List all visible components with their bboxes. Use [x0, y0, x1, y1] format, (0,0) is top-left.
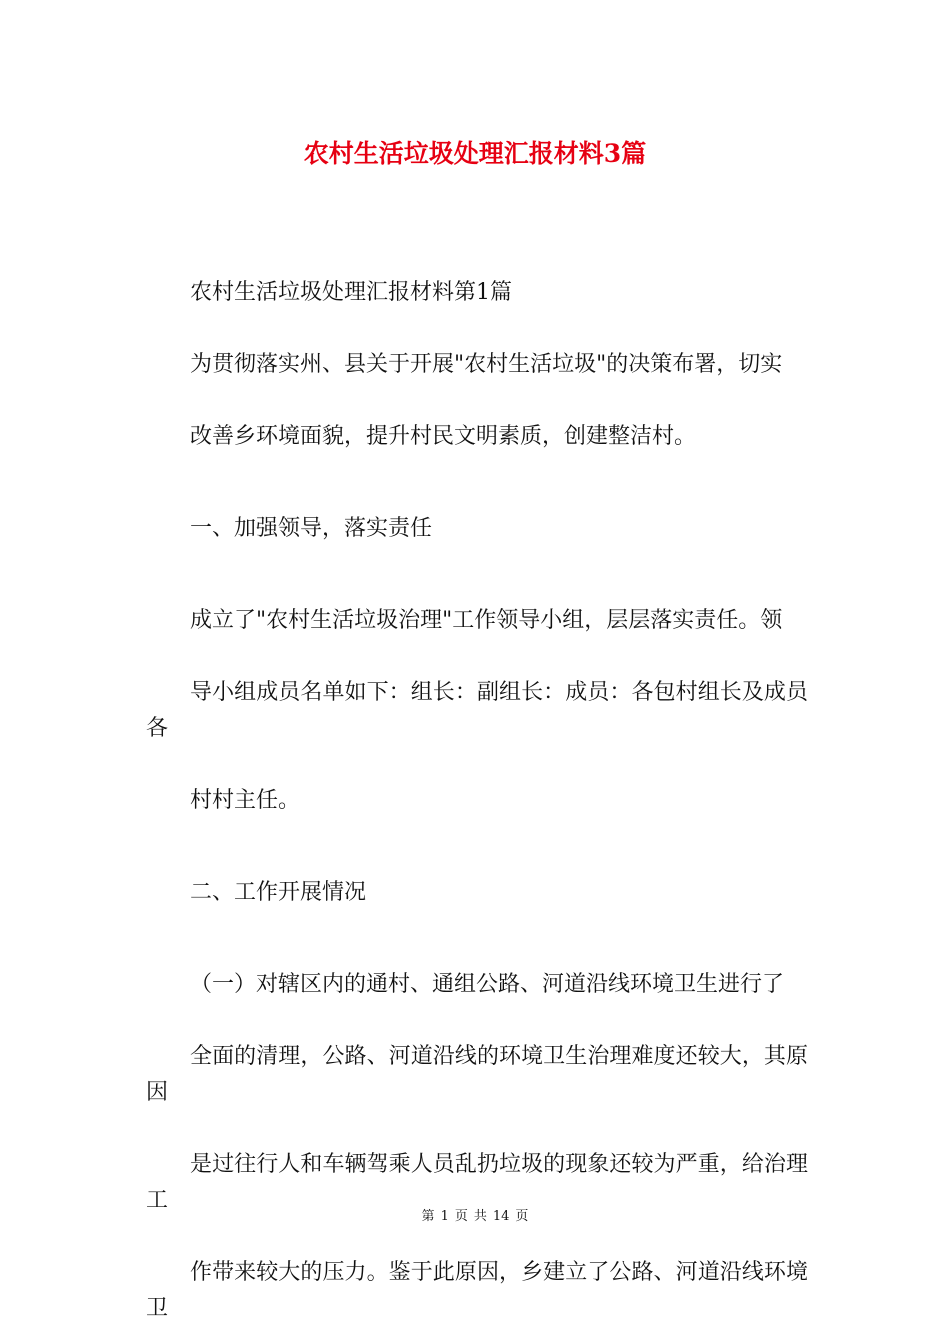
paragraph-roads-rivers — [146, 911, 808, 1327]
paragraph-intro — [146, 311, 808, 455]
text-line: 全面的清理，公路、河道沿线的环境卫生治理难度还较大，其原因 — [146, 1044, 808, 1105]
footer-label-total: 共 — [473, 1209, 487, 1224]
footer-current-page: 1 — [440, 1209, 449, 1224]
text-line: 是过往行人和车辆驾乘人员乱扔垃圾的现象还较为严重，给治理工 — [146, 1152, 808, 1213]
text-line: 二、工作开展情况 — [190, 880, 367, 905]
text-line: 为贯彻落实州、县关于开展"农村生活垃圾"的决策布署，切实 — [190, 352, 783, 377]
heading-work-progress — [146, 819, 808, 911]
footer-total-pages: 14 — [492, 1209, 510, 1224]
footer-label-page: 第 — [421, 1209, 435, 1224]
text-line: 导小组成员名单如下：组长：副组长：成员：各包村组长及成员各 — [146, 680, 808, 741]
page-footer — [0, 1207, 950, 1227]
text-line: 村村主任。 — [190, 788, 301, 813]
document-body — [146, 275, 808, 1327]
heading-leadership — [146, 455, 808, 547]
document-title: 农村生活垃圾处理汇报材料3篇 — [303, 139, 647, 168]
paragraph-leadership-group — [146, 547, 808, 819]
text-line: （一）对辖区内的通村、通组公路、河道沿线环境卫生进行了 — [190, 972, 785, 997]
footer-label-unit2: 页 — [515, 1209, 529, 1224]
text-line: 改善乡环境面貌，提升村民文明素质，创建整洁村。 — [190, 424, 697, 449]
text-line: 作带来较大的压力。鉴于此原因，乡建立了公路、河道沿线环境卫 — [146, 1260, 808, 1321]
text-line: 一、加强领导，落实责任 — [190, 516, 433, 541]
text-line: 成立了"农村生活垃圾治理"工作领导小组，层层落实责任。领 — [190, 608, 783, 633]
section-subtitle: 农村生活垃圾处理汇报材料第1篇 — [190, 280, 512, 305]
footer-label-unit: 页 — [454, 1209, 468, 1224]
